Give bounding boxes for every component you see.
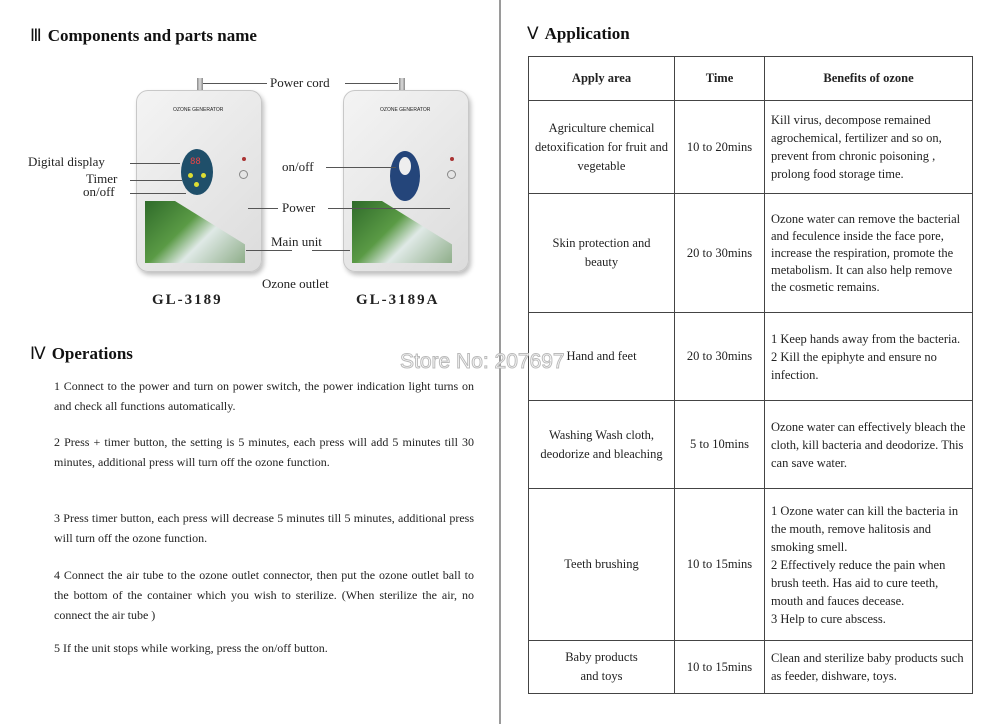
- control-panel: 88: [181, 149, 213, 195]
- leader-line: [326, 167, 396, 168]
- table-row: [529, 401, 973, 489]
- device-gl3189: [136, 90, 262, 272]
- cell-area: Washing Wash cloth, deodorize and bleaching: [529, 401, 675, 489]
- benefit-item: 1 Keep hands away from the bacteria.: [771, 331, 961, 346]
- label-on-off-right: on/off: [282, 159, 314, 174]
- table-row: [529, 194, 973, 313]
- cell-time: 10 to 15mins: [675, 641, 765, 694]
- operation-step-3: 3 Press timer button, each press will decrease 5 minutes till 5 minutes, additional press will turn off the ozone function.: [54, 511, 474, 545]
- section-title: Components and parts name: [47, 26, 257, 45]
- header-time: Time: [675, 57, 765, 101]
- leader-line: [130, 193, 186, 194]
- leader-line: [312, 250, 350, 251]
- components-heading: [30, 26, 257, 46]
- control-panel-2: [390, 151, 420, 201]
- waterfall-image: [145, 201, 245, 263]
- leader-line: [248, 208, 278, 209]
- leader-line: [246, 250, 292, 251]
- application-table: [528, 56, 973, 694]
- waterfall-image-2: [352, 201, 452, 263]
- section-number: Ⅳ: [30, 344, 46, 363]
- device-brand-label: OZONE GENERATOR: [173, 107, 224, 113]
- cell-time: 5 to 10mins: [675, 401, 765, 489]
- benefit-item: 2 Effectively reduce the pain when brush teeth. Has aid to cure teeth, mouth and fauces decease.: [771, 557, 946, 608]
- label-on-off-left: on/off: [83, 184, 115, 199]
- label-main-unit: Main unit: [271, 234, 322, 249]
- cell-benefits: Ozone water can effectively bleach the cloth, kill bacteria and deodorize. This can save water.: [765, 401, 973, 489]
- device-gl3189a: [343, 90, 469, 272]
- cell-area: Teeth brushing: [529, 489, 675, 641]
- model-gl3189: GL-3189: [152, 292, 223, 308]
- leader-line: [130, 163, 180, 164]
- leader-line: [345, 83, 398, 84]
- leader-line: [328, 208, 450, 209]
- leader-line: [203, 83, 267, 84]
- benefit-item: 2 Kill the epiphyte and ensure no infection.: [771, 349, 937, 382]
- cell-time: 10 to 20mins: [675, 101, 765, 194]
- label-digital-display: Digital display: [28, 154, 105, 169]
- cell-area: Agriculture chemical detoxification for fruit and vegetable: [529, 101, 675, 194]
- cell-time: 10 to 15mins: [675, 489, 765, 641]
- product-diagram: [0, 70, 500, 320]
- leader-line: [130, 180, 182, 181]
- section-title: Operations: [51, 344, 133, 363]
- section-title: Application: [544, 24, 630, 43]
- benefit-item: 3 Help to cure abscess.: [771, 611, 886, 626]
- table-row: [529, 313, 973, 401]
- label-timer: Timer: [86, 171, 118, 186]
- operations-heading: [30, 344, 133, 364]
- section-number: Ⅲ: [30, 26, 42, 45]
- cell-area: Hand and feet: [529, 313, 675, 401]
- table-row: [529, 641, 973, 694]
- benefit-item: 1 Ozone water can kill the bacteria in the mouth, remove halitosis and smoking smell.: [771, 503, 959, 554]
- operation-step-1: 1 Connect to the power and turn on power switch, the power indication light turns on and check all functions automatically.: [54, 379, 474, 413]
- table-row: [529, 489, 973, 641]
- label-power: Power: [282, 200, 316, 215]
- operation-step-2: 2 Press + timer button, the setting is 5 minutes, each press will add 5 minutes till 30 minutes, additional press will turn off the ozone function.: [54, 435, 474, 469]
- device-brand-label-2: OZONE GENERATOR: [380, 107, 431, 113]
- cell-benefits: [765, 313, 973, 401]
- store-watermark: Store No: 207697: [400, 350, 565, 373]
- operation-step-4: 4 Connect the air tube to the ozone outlet connector, then put the ozone outlet ball to the bottom of the container which you wish to sterilize. (When sterilize the air, no connect the air tube ): [54, 568, 474, 622]
- cell-benefits: Kill virus, decompose remained agrochemical, fertilizer and so on, prevent from chronic poisoning , prolong food storage time.: [765, 101, 973, 194]
- label-power-cord: Power cord: [270, 75, 330, 90]
- cell-time: 20 to 30mins: [675, 313, 765, 401]
- model-gl3189a: GL-3189A: [356, 292, 440, 308]
- cell-time: 20 to 30mins: [675, 194, 765, 313]
- cell-benefits: Ozone water can remove the bacterial and feculence inside the face pore, increase the respiration, promote the metabolism. It can also help remove the cosmetic remains.: [765, 194, 973, 313]
- label-ozone-outlet: Ozone outlet: [262, 276, 329, 291]
- operation-step-5: 5 If the unit stops while working, press the on/off button.: [54, 641, 328, 655]
- cell-area: Baby products and toys: [529, 641, 675, 694]
- cell-benefits: [765, 489, 973, 641]
- cell-area: Skin protection and beauty: [529, 194, 675, 313]
- header-benefits: Benefits of ozone: [765, 57, 973, 101]
- application-heading: [527, 24, 630, 44]
- header-apply-area: Apply area: [529, 57, 675, 101]
- cell-benefits: Clean and sterilize baby products such as feeder, dishware, toys.: [765, 641, 973, 694]
- table-row: [529, 101, 973, 194]
- section-number: Ⅴ: [527, 24, 539, 43]
- table-header: [529, 57, 973, 101]
